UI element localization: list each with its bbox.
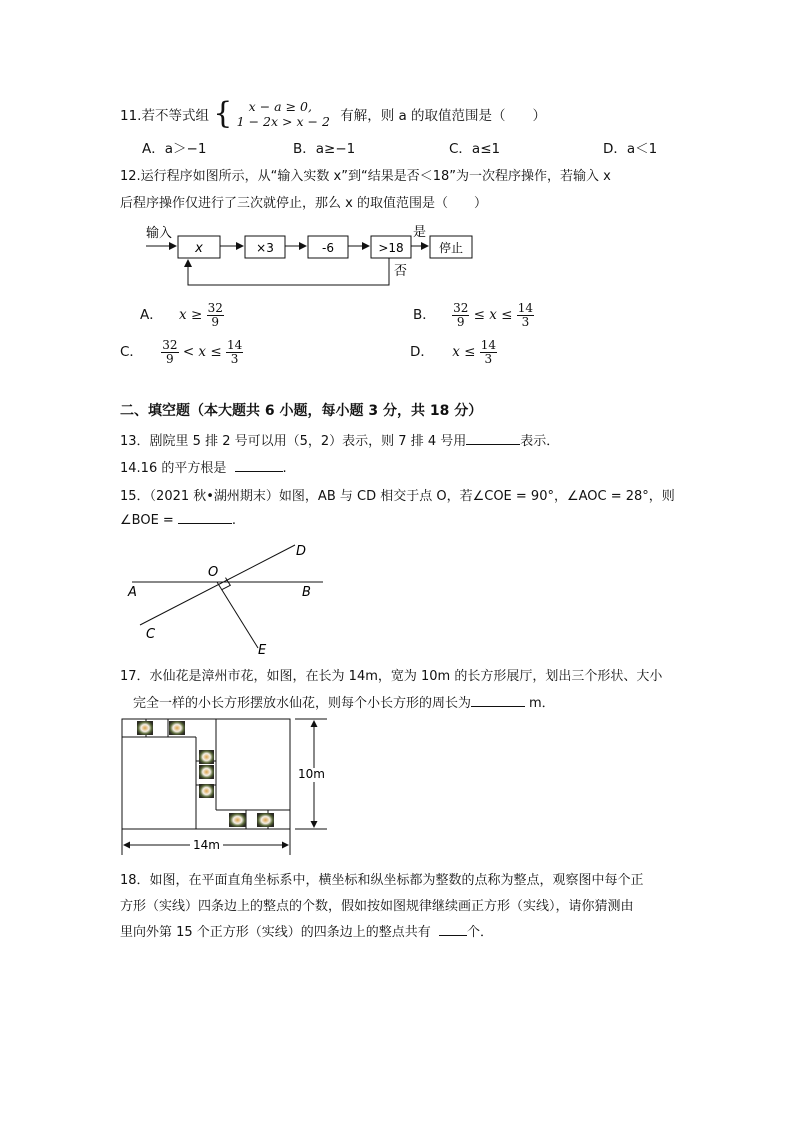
q15-figure bbox=[120, 535, 330, 660]
frac-den: 3 bbox=[230, 351, 239, 366]
frac-num: 32 bbox=[162, 337, 178, 352]
q12-option-b-frac2 bbox=[517, 302, 534, 329]
flower-icon bbox=[229, 813, 246, 827]
q11-option-d[interactable]: D．a＜1 bbox=[603, 141, 658, 157]
q15-line1: 15．（2021 秋•湖州期末）如图，AB 与 CD 相交于点 O，若∠COE = 90°，∠AOC = 28°，则 bbox=[120, 489, 675, 504]
flow-box-stop-text: 停止 bbox=[438, 241, 464, 255]
q12-option-c-frac1 bbox=[161, 339, 178, 366]
frac-den: 3 bbox=[484, 351, 493, 366]
flow-yes-label: 是 bbox=[413, 225, 427, 240]
q12-option-b[interactable] bbox=[413, 298, 534, 332]
q15-line2-text: ∠BOE = bbox=[120, 513, 174, 528]
q11-suffix: 有解，则 a 的取值范围是（ ） bbox=[340, 108, 547, 124]
q11-system-line1: x − a ≥ 0, bbox=[248, 99, 312, 114]
q12-line2: 后程序操作仅进行了三次就停止，那么 x 的取值范围是（ ） bbox=[120, 196, 487, 211]
height-label: 10m bbox=[298, 767, 325, 781]
q18-line3 bbox=[120, 921, 493, 940]
q15-answer-blank[interactable] bbox=[178, 511, 232, 524]
label-d: D bbox=[296, 544, 307, 559]
q12-option-d-lhs: x ≤ bbox=[452, 344, 476, 360]
frac-den: 9 bbox=[211, 314, 220, 329]
q12-option-b-mid: ≤ x ≤ bbox=[473, 307, 513, 323]
flower-icon bbox=[199, 765, 214, 779]
flow-box-gt18-text: >18 bbox=[378, 241, 404, 255]
q11-system-line2: 1 − 2x > x − 2 bbox=[236, 114, 330, 129]
section2-heading: 二、填空题（本大题共 6 小题，每小题 3 分，共 18 分） bbox=[120, 403, 483, 419]
ray-oe bbox=[217, 582, 258, 648]
frac-num: 14 bbox=[517, 300, 534, 315]
q11-option-a[interactable]: A．a＞−1 bbox=[142, 141, 207, 157]
q12-option-b-frac1 bbox=[452, 302, 469, 329]
flower-icon bbox=[257, 813, 274, 827]
flow-box-x-text: x bbox=[195, 241, 203, 256]
q11-prefix: 11.若不等式组 bbox=[120, 108, 209, 124]
q12-option-b-label: B． bbox=[413, 307, 436, 323]
flower-icon bbox=[137, 721, 153, 735]
q15-tail: . bbox=[231, 513, 236, 528]
q11-system bbox=[237, 99, 330, 129]
q11-brace: { bbox=[213, 96, 233, 131]
label-c: C bbox=[146, 627, 156, 642]
q17-tail: m． bbox=[529, 696, 555, 711]
q17-line1: 17．水仙花是漳州市花，如图，在长为 14m，宽为 10m 的长方形展厅，划出三个形状、大小 bbox=[120, 669, 663, 684]
frac-den: 9 bbox=[166, 351, 174, 366]
q12-option-c-label: C． bbox=[120, 344, 143, 360]
flow-loop-back bbox=[188, 258, 389, 285]
frac-num: 32 bbox=[207, 300, 223, 315]
label-b: B bbox=[302, 585, 311, 600]
frac-den: 3 bbox=[521, 314, 530, 329]
q12-option-a-frac bbox=[207, 302, 224, 329]
q12-option-c[interactable] bbox=[120, 335, 243, 369]
label-o: O bbox=[208, 565, 219, 580]
flow-box-minus6-text: -6 bbox=[322, 241, 334, 255]
frac-num: 14 bbox=[480, 337, 496, 352]
q12-flowchart bbox=[140, 222, 480, 290]
q13-line bbox=[120, 430, 559, 449]
q12-option-d-label: D． bbox=[410, 344, 434, 360]
q15-line2 bbox=[120, 511, 236, 528]
flow-input-label: 输入 bbox=[146, 226, 173, 241]
q17-answer-blank[interactable] bbox=[471, 694, 525, 707]
frac-num: 14 bbox=[226, 337, 243, 352]
flower-icon bbox=[169, 721, 185, 735]
label-a: A bbox=[128, 585, 137, 600]
q18-answer-blank[interactable] bbox=[439, 923, 467, 936]
q18-line3-text: 里向外第 15 个正方形（实线）的四条边上的整点共有 bbox=[120, 925, 431, 940]
q17-line2 bbox=[133, 692, 555, 711]
q12-option-a-label: A． bbox=[140, 307, 163, 323]
frac-num: 32 bbox=[453, 300, 469, 315]
flower-icon bbox=[199, 784, 214, 798]
q11-option-b[interactable]: B．a≥−1 bbox=[293, 141, 356, 157]
q14-tail: . bbox=[282, 461, 287, 476]
q13-answer-blank[interactable] bbox=[466, 432, 520, 445]
frac-den: 9 bbox=[456, 314, 465, 329]
q14-text: 14.16 的平方根是 bbox=[120, 461, 227, 476]
flow-box-times3-text: ×3 bbox=[256, 241, 274, 255]
label-e: E bbox=[258, 643, 267, 658]
q11-option-c[interactable]: C．a≤1 bbox=[449, 141, 501, 157]
q14-line bbox=[120, 457, 287, 476]
q17-figure bbox=[115, 712, 340, 857]
q12-option-d[interactable] bbox=[410, 335, 497, 369]
q17-line2-text: 完全一样的小长方形摆放水仙花，则每个小长方形的周长为 bbox=[133, 696, 472, 711]
line-cd bbox=[140, 545, 295, 625]
flower-icon bbox=[199, 750, 214, 764]
q13-tail: 表示． bbox=[520, 434, 560, 449]
q12-line1: 12.运行程序如图所示，从“输入实数 x”到“结果是否＜18”为一次程序操作，若输入 x bbox=[120, 169, 611, 184]
width-label: 14m bbox=[193, 838, 220, 852]
q12-option-d-frac bbox=[480, 339, 497, 366]
q12-option-a-lhs: x ≥ bbox=[179, 307, 203, 323]
q12-option-c-frac2 bbox=[226, 339, 243, 366]
q13-text: 13．剧院里 5 排 2 号可以用（5，2）表示，则 7 排 4 号用 bbox=[120, 434, 467, 449]
q12-option-a[interactable] bbox=[140, 298, 224, 332]
q12-option-c-mid: < x ≤ bbox=[182, 344, 222, 360]
flow-no-label: 否 bbox=[394, 264, 408, 279]
q18-tail: 个． bbox=[466, 925, 493, 940]
q14-answer-blank[interactable] bbox=[235, 459, 283, 472]
q18-line2: 方形（实线）四条边上的整点的个数，假如按如图规律继续画正方形（实线），请你猜测由 bbox=[120, 899, 634, 914]
q11-stem bbox=[120, 96, 547, 133]
q18-line1: 18．如图，在平面直角坐标系中，横坐标和纵坐标都为整数的点称为整点，观察图中每个正 bbox=[120, 873, 644, 888]
